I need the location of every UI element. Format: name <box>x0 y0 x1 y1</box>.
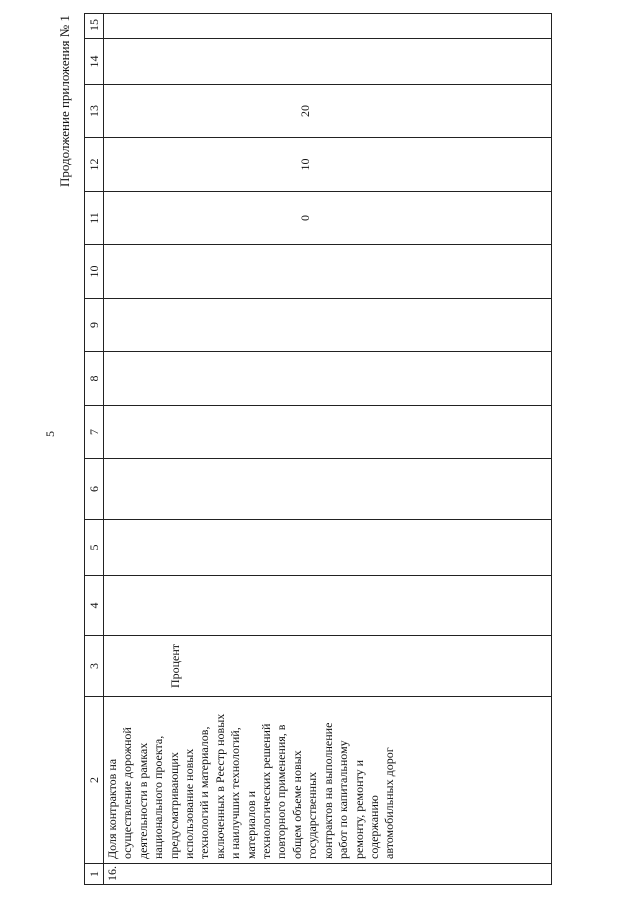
column-number-3: 3 <box>87 663 101 669</box>
column-number-13: 13 <box>87 105 101 117</box>
column-number-12: 12 <box>87 158 101 171</box>
continuation-caption: Продолжение приложения № 1 <box>57 15 72 187</box>
column-number-9: 9 <box>87 322 101 328</box>
column-number-8: 8 <box>87 375 101 382</box>
column-number-6: 6 <box>87 486 101 492</box>
page-number: 5 <box>43 431 57 437</box>
indicator-description: Доля контрактов на осуществление дорожной деятельности в рамках национального проекта, предусматривающих использование новых технологий и материалов, включенных в Реестр новых и наилучших технологий, материалов и технологических решений повторного применения, в общем объеме новых государственных контрактов на выполнение работ по капитальному ремонту, ремонту и содержанию автомобильных дорог <box>105 713 397 859</box>
column-number-15: 15 <box>87 19 101 31</box>
column-3 <box>85 635 551 696</box>
column-5 <box>85 519 551 575</box>
column-1 <box>85 863 551 884</box>
value-column-13: 20 <box>298 105 312 117</box>
column-number-4: 4 <box>87 602 101 609</box>
column-number-10: 10 <box>87 265 101 278</box>
value-column-12: 10 <box>298 158 312 171</box>
column-number-7: 7 <box>87 429 101 435</box>
unit-of-measure: Процент <box>168 643 182 689</box>
column-13 <box>85 84 551 137</box>
column-number-2: 2 <box>87 777 101 783</box>
column-11 <box>85 191 551 244</box>
column-12 <box>85 137 551 191</box>
value-column-11: 0 <box>298 215 312 221</box>
indicator-table <box>84 13 552 885</box>
row-number: 16. <box>105 866 119 881</box>
column-7 <box>85 405 551 458</box>
column-number-14: 14 <box>87 55 101 68</box>
column-6 <box>85 458 551 519</box>
column-9 <box>85 298 551 351</box>
column-8 <box>85 351 551 405</box>
column-2 <box>85 696 551 863</box>
column-number-5: 5 <box>87 544 101 551</box>
column-14 <box>85 38 551 84</box>
column-number-1: 1 <box>87 871 101 877</box>
column-4 <box>85 575 551 635</box>
column-15 <box>85 12 551 38</box>
column-number-11: 11 <box>87 212 101 224</box>
column-10 <box>85 244 551 298</box>
